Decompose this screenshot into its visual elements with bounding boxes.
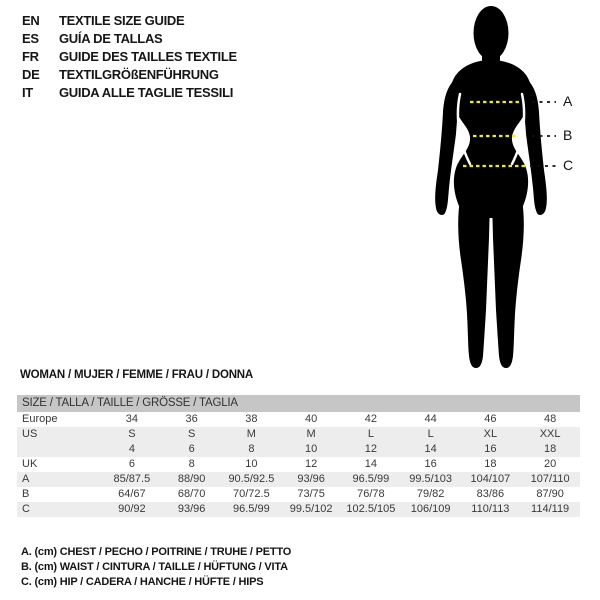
table-cell: 12 (305, 458, 318, 470)
table-cell: 6 (188, 443, 195, 455)
guide-title: GUÍA DE TALLAS (59, 31, 163, 46)
table-cell: 96.5/99 (352, 473, 390, 485)
table-cell: 10 (245, 458, 258, 470)
marker-label-b: B (563, 127, 573, 143)
table-cell: 16 (484, 443, 497, 455)
language-code: FR (22, 49, 39, 64)
table-cell: 64/67 (118, 488, 146, 500)
title-line-fr (22, 48, 237, 66)
size-table-header: SIZE / TALLA / TAILLE / GRÖSSE / TAGLIA (17, 395, 580, 412)
table-row-europe (17, 412, 580, 427)
woman-silhouette-figure (398, 2, 590, 374)
table-cell: 40 (305, 413, 318, 425)
table-cell: 76/78 (357, 488, 385, 500)
table-cell: 85/87.5 (113, 473, 151, 485)
table-cell: 10 (305, 443, 318, 455)
table-cell: 68/70 (177, 488, 206, 500)
guide-title: TEXTILGRÖßENFÜHRUNG (59, 67, 219, 82)
table-row-chest (17, 472, 580, 487)
title-line-de (22, 66, 237, 84)
table-cell: 42 (364, 413, 377, 425)
table-cell: S (187, 428, 196, 440)
legend-item-chest: A. (cm) CHEST / PECHO / POITRINE / TRUHE / PETTO (21, 546, 292, 558)
woman-silhouette-icon (398, 2, 590, 374)
table-cell: 44 (424, 413, 437, 425)
language-code: DE (22, 67, 40, 82)
legend-item-waist: B. (cm) WAIST / CINTURA / TAILLE / HÜFTUNG / VITA (21, 561, 288, 573)
table-cell: 99.5/102 (289, 503, 333, 515)
table-cell: 20 (544, 458, 557, 470)
row-label: A (22, 473, 30, 485)
table-cell: 106/109 (410, 503, 451, 515)
row-label: C (22, 503, 30, 515)
table-cell: 83/86 (476, 488, 505, 500)
table-row-us-letters (17, 427, 580, 442)
row-label: B (22, 488, 30, 500)
table-cell: 12 (364, 443, 377, 455)
table-cell: XL (483, 428, 498, 440)
table-cell: 14 (364, 458, 377, 470)
table-cell: 90.5/92.5 (228, 473, 275, 485)
table-cell: 8 (188, 458, 195, 470)
table-row-hip (17, 502, 580, 517)
table-cell: XXL (539, 428, 561, 440)
guide-title: GUIDA ALLE TAGLIE TESSILI (59, 85, 234, 100)
language-code: IT (22, 85, 33, 100)
table-cell: 34 (125, 413, 138, 425)
table-cell: 96.5/99 (233, 503, 270, 515)
table-cell: 88/90 (177, 473, 206, 485)
table-cell: 73/75 (297, 488, 325, 500)
table-cell: 8 (248, 443, 255, 455)
guide-title: TEXTILE SIZE GUIDE (59, 13, 185, 28)
table-cell: M (306, 428, 316, 440)
table-cell: S (128, 428, 136, 440)
row-label: Europe (22, 413, 58, 425)
table-cell: 114/119 (531, 503, 570, 515)
table-cell: 36 (185, 413, 198, 425)
language-code: EN (22, 13, 40, 28)
marker-label-c: C (563, 157, 574, 173)
title-line-it (22, 84, 237, 102)
table-cell: M (246, 428, 256, 440)
size-table (17, 395, 580, 517)
row-label: US (22, 428, 38, 440)
table-cell: 104/107 (470, 473, 511, 485)
table-cell: 38 (245, 413, 258, 425)
table-cell: 93/96 (297, 473, 325, 485)
table-cell: 18 (484, 458, 497, 470)
table-cell: 70/72.5 (233, 488, 270, 500)
table-cell: L (427, 428, 434, 440)
table-cell: L (367, 428, 374, 440)
marker-label-a: A (563, 93, 573, 109)
legend-item-hip: C. (cm) HIP / CADERA / HANCHE / HÜFTE / HIPS (21, 576, 264, 588)
table-cell: 110/113 (471, 503, 510, 515)
table-cell: 102.5/105 (346, 503, 396, 515)
table-cell: 48 (544, 413, 557, 425)
row-label (17, 442, 102, 457)
table-row-waist (17, 487, 580, 502)
guide-title: GUIDE DES TAILLES TEXTILE (59, 49, 237, 64)
title-line-es (22, 30, 237, 48)
table-cell: 4 (128, 443, 135, 455)
table-cell: 79/82 (416, 488, 445, 500)
table-cell: 6 (128, 458, 135, 470)
table-cell: 99.5/103 (409, 473, 453, 485)
table-row-us-numbers (17, 442, 580, 457)
table-row-uk (17, 457, 580, 472)
table-cell: 14 (424, 443, 437, 455)
table-cell: 93/96 (177, 503, 206, 515)
table-cell: 18 (544, 443, 557, 455)
row-label: UK (22, 458, 38, 470)
title-line-en (22, 12, 237, 30)
title-language-list (22, 12, 237, 102)
table-cell: 87/90 (536, 488, 564, 500)
table-cell: 90/92 (118, 503, 146, 515)
table-cell: 16 (424, 458, 437, 470)
measurement-legend (21, 545, 291, 590)
language-code: ES (22, 31, 39, 46)
section-heading: WOMAN / MUJER / FEMME / FRAU / DONNA (20, 369, 254, 381)
table-cell: 107/110 (530, 473, 570, 485)
table-cell: 46 (484, 413, 497, 425)
